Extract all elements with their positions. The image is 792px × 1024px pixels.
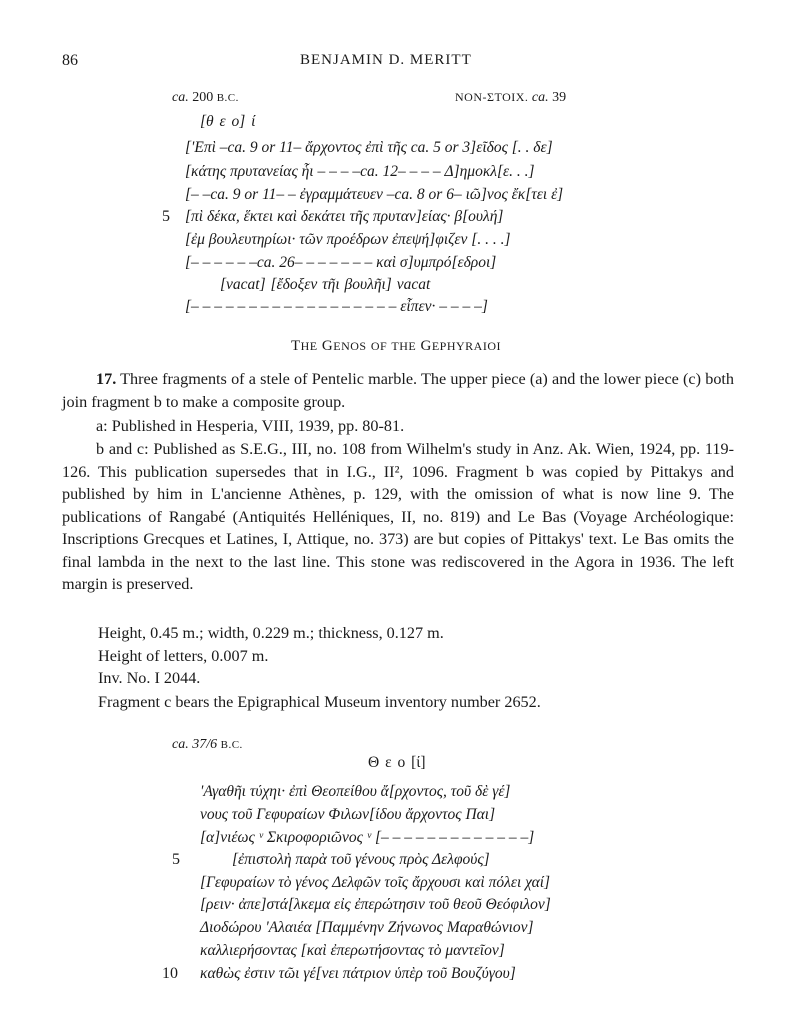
inscription2-line-number-5: 5 <box>172 851 180 868</box>
inscription1-line-8: [– – – – – – – – – – – – – – – – – – εἶπεν· – – – –] <box>185 298 488 315</box>
inscription1-line-heading: [θ ε ο] ί <box>200 113 256 130</box>
inscription1-stoichedon: NON-ΣTOIX. ca. 39 <box>455 90 567 105</box>
article-number: 17. <box>96 370 117 388</box>
inscription2-line-9: καθὼς ἐστιν τῶι γέ[νει πάτριον ὑπὲρ τοῦ Βουζύγου] <box>200 965 516 982</box>
inscription1-date: ca. 200 B.C. <box>172 90 239 105</box>
inscription2-line-3: [α]νιέως ᵛ Σκιροφοριῶνος ᵛ [– – – – – – – – – – – – –] <box>200 829 535 846</box>
inscription1-line-4: [πὶ δέκα, ἕκτει καὶ δεκάτει τῆς πρυταν]είας· β[ουλή] <box>185 208 504 225</box>
inscription2-line-7: Διοδώρου 'Αλαιέα [Παμμένην Ζήνωνος Μαραθώνιον] <box>200 919 534 936</box>
inscription1-line-7: [vacat] [ἔδοξεν τῆι βουλῆι] vacat <box>220 276 431 293</box>
inventory-number-line: Inv. No. I 2044. <box>98 669 201 687</box>
page-number: 86 <box>62 52 78 69</box>
inscription2-line-5: [Γεφυραίων τὸ γένος Δελφῶν τοῖς ἄρχουσι καὶ πόλει χαί] <box>200 874 551 891</box>
inscription1-line-6: [– – – – – –ca. 26– – – – – – – καὶ σ]υμπρό[εδροι] <box>185 254 497 271</box>
inscription2-line-6: [ρειν· ἀπε]στά[λκεμα εἰς ἐπερώτησιν τοῦ θεοῦ Θεόφιλον] <box>200 896 551 913</box>
inscription2-line-number-10: 10 <box>162 965 178 982</box>
section-title: THE GENOS OF THE GEPHYRAIOI <box>290 338 502 354</box>
inscription2-line-4: [ἐπιστολὴ παρὰ τοῦ γένους πρὸς Δελφούς] <box>232 851 490 868</box>
inscription1-line-2: [κάτης πρυτανείας ἧι – – – –ca. 12– – – – Δ]ημοκλ[ε. . .] <box>185 163 535 180</box>
article-paragraph-3: b and c: Published as S.E.G., III, no. 108 from Wilhelm's study in Anz. Ak. Wien, 1924, pp. 119-126. This publication supersedes that in I.G., II², 1096. Fragment b was copied by Pittakys and published by him in L'ancienne Athènes, p. 129, with the omission of what is now line 9. The publications of Rangabé (Antiquités Helléniques, II, no. 819) and Le Bas (Voyage Archéologique: Inscriptions Grecques et Latines, I, Attique, no. 373) are but copies of Pittakys' text. Le Bas omits the final lambda in the next to the last line. This stone was rediscovered in the Agora in 1936. The left margin is preserved. <box>62 440 734 593</box>
article-paragraph-1: 17. Three fragments of a stele of Pentelic marble. The upper piece (a) and the lower piece (c) both join fragment b to make a composite group. <box>62 370 735 411</box>
dimensions-line: Height, 0.45 m.; width, 0.229 m.; thickness, 0.127 m. <box>98 624 444 642</box>
article-paragraph-2: a: Published in Hesperia, VIII, 1939, pp. 80-81. <box>96 417 405 435</box>
inscription2-line-8: καλλιερήσοντας [καὶ ἐπερωτήσοντας τὸ μαντεῖον] <box>200 942 505 959</box>
inscription1-line-5: [ἐμ βουλευτηρίωι· τῶν προέδρων ἐπεψή]φιζεν [. . . .] <box>185 231 511 248</box>
inscription2-line-1: 'Αγαθῆι τύχηι· ἐπὶ Θεοπείθου ἄ[ρχοντος, τοῦ δὲ γέ] <box>200 783 511 800</box>
inscription1-line-1: ['Επὶ –ca. 9 or 11– ἄρχοντος ἐπὶ τῆς ca. 5 or 3]εῖδος [. . δε] <box>185 139 553 156</box>
inscription2-date: ca. 37/6 B.C. <box>172 737 243 752</box>
inscription2-line-2: νους τοῦ Γεφυραίων Φιλων[ίδου ἄρχοντος Παι] <box>200 806 496 823</box>
article-paragraph-4: Fragment c bears the Epigraphical Museum inventory number 2652. <box>98 693 541 711</box>
inscription1-line-number-5: 5 <box>162 208 170 225</box>
letter-height-line: Height of letters, 0.007 m. <box>98 647 269 665</box>
inscription1-line-3: [– –ca. 9 or 11– – ἐγραμμάτευεν –ca. 8 or 6– ιῶ]νος ἔκ[τει ἐ] <box>185 186 564 203</box>
inscription2-heading: Θ ε ο [ί] <box>368 754 426 771</box>
running-head: BENJAMIN D. MERITT <box>300 52 472 68</box>
